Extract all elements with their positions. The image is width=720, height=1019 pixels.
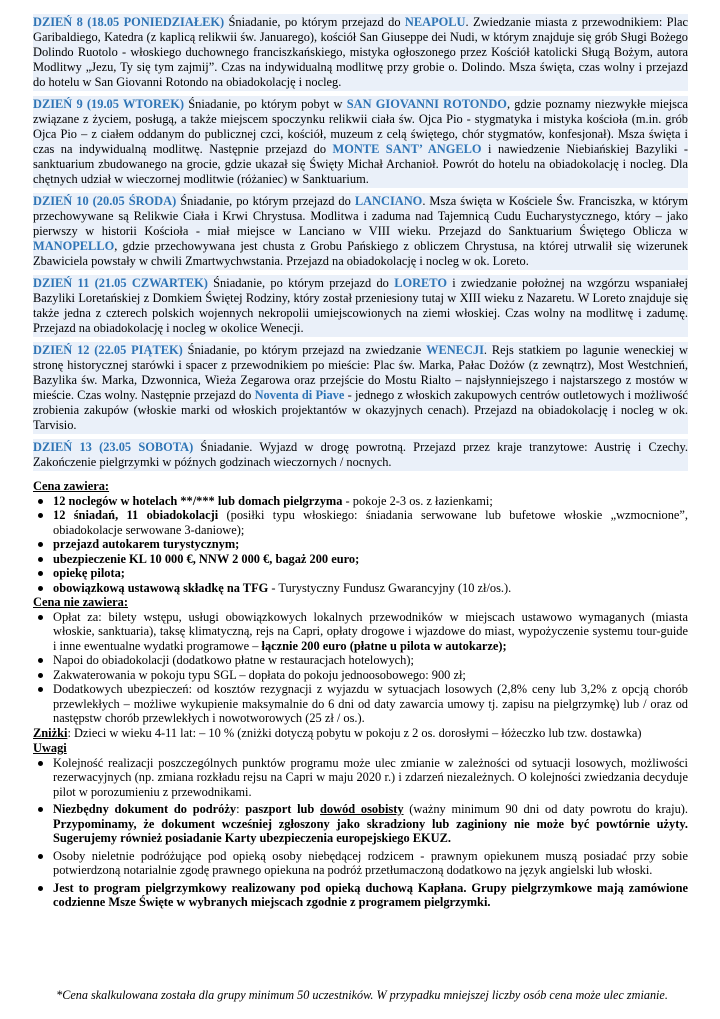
list-item: Dodatkowych ubezpieczeń: od kosztów rezygnacji z wyjazdu w sytuacjach losowych (2,8% ceny lub 3,2% z opcją chorób przewlekłych – możliwe wykupienie maksymalnie do 6 dni od daty zawarcia umowy tj. zapisu na pielgrzymkę) lub / oraz od następstw chorób przewlekłych i nowotworowych (25 zł / os.). xyxy=(53,682,688,725)
list-item: Kolejność realizacji poszczególnych punktów programu może ulec zmianie w zależności od sytuacji losowych, możliwości rezerwacyjnych (np. zmiana rozkładu rejsu na Capri w maju 2020 r.) i zdarzeń niezależnych. O kolejności zwiedzania decyduje pilot w porozumieniu z przewodnikami. xyxy=(53,755,688,799)
day-heading: DZIEŃ 13 (23.05 SOBOTA) xyxy=(33,440,194,454)
place-name: LORETO xyxy=(394,276,447,290)
list-item: Opłat za: bilety wstępu, usługi obowiązkowych lokalnych przewodników w miejscach ustawowo wymaganych (miasta włoskie, sanktuaria), taksę klimatyczną, rejs na Capri, opłaty drogowe i wjazdowe do miast, wypożyczenie systemu tour-guide i inne ewentualne wydatki programowe – łącznie 200 euro (płatne u pilota w autokarze); xyxy=(53,609,688,653)
discounts: Zniżki: Dzieci w wieku 4-11 lat: – 10 % (zniżki dotyczą pobytu w pokoju z 2 os. dorosłymi – łóżeczko lub tzw. dostawka) xyxy=(33,725,642,740)
list-item: przejazd autokarem turystycznym; xyxy=(53,537,688,552)
list-item: Jest to program pielgrzymkowy realizowany pod opieką duchową Kapłana. Grupy pielgrzymkowe mają zamówione codzienne Msze Święte w wybranych miejscach zgodnie z programem pielgrzymki. xyxy=(53,880,688,909)
notes-heading: Uwagi xyxy=(33,741,67,755)
list-item: Niezbędny dokument do podróży: paszport lub dowód osobisty (ważny minimum 90 dni od daty powrotu do kraju). Przypominamy, że dokument wcześniej zgłoszony jako skradziony lub zaginiony nie może być powtórnie użyty. Sugerujemy również posiadanie Karty ubezpieczenia europejskiego EKUZ. xyxy=(53,802,688,845)
list-item: opiekę pilota; xyxy=(53,566,688,581)
list-item: Napoi do obiadokolacji (dodatkowo płatne w restauracjach hotelowych); xyxy=(53,653,688,668)
day-13: DZIEŃ 13 (23.05 SOBOTA) Śniadanie. Wyjazd w drogę powrotną. Przejazd przez kraje tranzytowe: Austrię i Czechy. Zakończenie pielgrzymki w późnych godzinach wieczornych / nocnych. xyxy=(33,440,688,469)
day-9: DZIEŃ 9 (19.05 WTOREK) Śniadanie, po którym pobyt w SAN GIOVANNI ROTONDO, gdzie poznamy niezwykłe miejsca związane z życiem, posługą, a także miejscem spoczynku relikwii ciała św. Ojca Pio - stygmatyka i mistyka kościoła (m.in. grób Ojca Pio – z ciałem oddanym do publicznej czci, kościół, muzeum z celą świętego, chór stygmatów, konfesjonał). Msza święta i czas na indywidualną modlitwę. Następnie przejazd do MONTE SANT’ ANGELO i nawiedzenie Niebiańskiej Bazyliki - sanktuarium zbudowanego na grocie, gdzie ukazał się Święty Michał Archanioł. Powrót do hotelu na obiadokolację i nocleg. Dla chętnych udział w wieczornej modlitwie (różaniec) w Sanktuarium. xyxy=(33,97,689,186)
day-heading: DZIEŃ 11 (21.05 CZWARTEK) xyxy=(33,276,208,290)
excludes-list xyxy=(33,610,688,726)
footer-note: *Cena skalkulowana została dla grupy minimum 50 uczestników. W przypadku mniejszej liczby osób cena może ulec zmianie. xyxy=(56,988,668,1003)
excludes-heading: Cena nie zawiera: xyxy=(33,595,128,609)
day-10: DZIEŃ 10 (20.05 ŚRODA) Śniadanie, po którym przejazd do LANCIANO. Msza święta w Kościele Św. Franciszka, w którym przechowywane są Relikwie Ciała i Krwi Chrystusa. Modlitwa i zaduma nad Tajemnicą Cudu Eucharystycznego, który – jako pierwszy w historii Kościoła - miał miejsce w Lanciano w VIII wieku. Przejazd do Sanktuarium Świętego Oblicza w MANOPELLO, gdzie przechowywana jest chusta z Grobu Pańskiego z obliczem Chrystusa, na której utrwalił się wizerunek Zbawiciela powstały w chwili Zmartwychwstania. Przejazd na obiadokolację i nocleg w ok. Loreto. xyxy=(33,194,689,268)
day-11: DZIEŃ 11 (21.05 CZWARTEK) Śniadanie, po którym przejazd do LORETO i zwiedzanie położnej na wzgórzu wspaniałej Bazyliki Loretańskiej z Domkiem Świętej Rodziny, który został przeniesiony tutaj w XIII wieku z Nazaretu. W Loreto znajduje się także jedna z czterech polskich wojennych nekropolii umiejscowionych na ziemi włoskiej. Czas wolny na modlitwę i zadumę. Przejazd na obiadokolację i nocleg w okolice Wenecji. xyxy=(33,276,688,335)
place-name: NEAPOLU xyxy=(404,15,466,29)
document-page xyxy=(33,14,688,913)
place-name: MONTE SANT’ ANGELO xyxy=(332,142,482,156)
list-item: 12 śniadań, 11 obiadokolacji (posiłki typu włoskiego: śniadania serwowane lub bufetowe włoskie „wzmocnione”, obiadokolacje serwowane 3-daniowe); xyxy=(53,508,689,537)
includes-heading: Cena zawiera: xyxy=(33,479,110,493)
list-item: 12 noclegów w hotelach **/*** lub domach pielgrzyma - pokoje 2-3 os. z łazienkami; xyxy=(53,494,688,509)
place-name: SAN GIOVANNI ROTONDO xyxy=(346,97,507,111)
place-name: Noventa di Piave xyxy=(254,388,345,402)
place-name: WENECJI xyxy=(426,343,484,357)
list-item: Zakwaterowania w pokoju typu SGL – dopłata do pokoju jednoosobowego: 900 zł; xyxy=(53,668,688,683)
day-8: DZIEŃ 8 (18.05 PONIEDZIAŁEK) Śniadanie, po którym przejazd do NEAPOLU. Zwiedzanie miasta z przewodnikiem: Plac Garibaldiego, Katedra (z kaplicą relikwii św. Januarego), kościół San Giuseppe dei Nudi, w którym znajduje się grób Sługi Bożego Dolindo Ruotolo - włoskiego duchownego franciszkańskiego, mistyka ogłoszonego przez Kościół katolicki Sługą Bożym, autora Modlitwy „Jezu, Ty się tym zajmij”. Czas na indywidualną modlitwę przy grobie o. Dolindo. Msza święta, czas wolny i przejazd do hotelu w San Giovanni Rotondo na obiadokolację i nocleg. xyxy=(33,15,689,89)
place-name: LANCIANO xyxy=(354,194,423,208)
list-item: Osoby nieletnie podróżujące pod opieką osoby niebędącej rodzicem - prawnym opiekunem muszą posiadać przy sobie potwierdzoną notarialnie zgodę prawnego opiekuna na podróż przetłumaczoną dodatkowo na język angielski lub włoski. xyxy=(53,848,688,877)
place-name: MANOPELLO xyxy=(33,239,115,253)
list-item: ubezpieczenie KL 10 000 €, NNW 2 000 €, bagaż 200 euro; xyxy=(53,552,688,567)
notes-list xyxy=(33,756,688,910)
discounts-label: Zniżki xyxy=(33,725,68,740)
day-12: DZIEŃ 12 (22.05 PIĄTEK) Śniadanie, po którym przejazd na zwiedzanie WENECJI. Rejs statkiem po lagunie weneckiej w stronę historycznej starówki i spacer z przewodnikiem po mieście: Plac św. Marka, Pałac Dożów (z zewnątrz), Most Westchnień, Bazylika św. Marka, Dzwonnica, Wieża Zegarowa oraz przejście do Mostu Rialto – najsłynniejszego i najstarszego z mostów w mieście. Czas wolny. Następnie przejazd do Noventa di Piave - jednego z włoskich zakupowych centrów outletowych i możliwość zrobienia zakupów (włoskie marki od włoskich projektantów w okazyjnych cenach). Przejazd na obiadokolację i nocleg w ok. Tarvisio. xyxy=(33,343,688,432)
day-heading: DZIEŃ 12 (22.05 PIĄTEK) xyxy=(33,343,183,357)
day-heading: DZIEŃ 8 (18.05 PONIEDZIAŁEK) xyxy=(33,15,225,29)
day-heading: DZIEŃ 9 (19.05 WTOREK) xyxy=(33,97,184,111)
day-heading: DZIEŃ 10 (20.05 ŚRODA) xyxy=(33,194,177,208)
includes-list xyxy=(33,494,688,596)
list-item: obowiązkową ustawową składkę na TFG - Turystyczny Fundusz Gwarancyjny (10 zł/os.). xyxy=(53,581,688,596)
